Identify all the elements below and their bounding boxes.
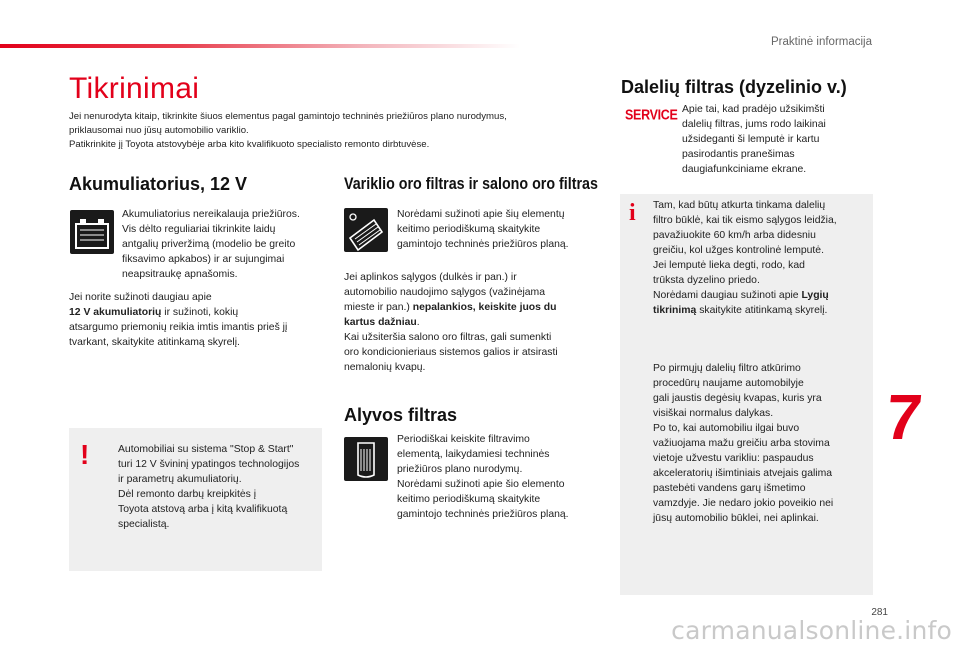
text-line — [344, 315, 558, 330]
air-filters-heading: Variklio oro filtras ir salono oro filtras — [344, 174, 598, 193]
intro-line: priklausomai nuo jūsų automobilio variklio. — [69, 125, 249, 136]
intro-line: Jei nenurodyta kitaip, tikrinkite šiuos elementus pagal gamintojo techninės priežiūros plano nurodymus, — [69, 111, 507, 122]
text-line: Kai užsiteršia salono oro filtras, gali sumenkti — [344, 332, 552, 343]
particle-filter-info-text — [653, 198, 837, 318]
intro-text — [69, 110, 589, 152]
text-line: daugiafunkciniame ekrane. — [682, 164, 807, 175]
warning-exclamation-icon: ! — [80, 439, 90, 470]
text-line: jūsų automobilio būklei, nei aplinkai. — [653, 513, 819, 524]
text-span: . — [416, 317, 420, 328]
text-line — [653, 303, 837, 318]
text-line: Po pirmųjų dalelių filtro atkūrimo — [653, 363, 801, 374]
text-line: trūksta dyzelino priedo. — [653, 275, 760, 286]
text-line — [69, 305, 287, 320]
emphasis-text: kartus dažniau — [344, 317, 417, 328]
text-line: elementą, laikydamiesi techninės — [397, 449, 550, 460]
oil-filter-description — [397, 432, 569, 522]
text-line: automobilio naudojimo sąlygos (važinėjama — [344, 287, 545, 298]
particle-filter-after-text — [653, 361, 833, 526]
text-line: specialistą. — [118, 519, 170, 530]
text-line: neapsitraukę apnašomis. — [122, 269, 238, 280]
text-line: tvarkant, skaitykite atitinkamą skyrelį. — [69, 337, 240, 348]
text-line: oro kondicionieriaus sistemos galios ir atsirasti — [344, 347, 558, 358]
text-line: Akumuliatorius nereikalauja priežiūros. — [122, 209, 300, 220]
text-line: Automobiliai su sistema "Stop & Start" — [118, 444, 294, 455]
text-line: Jei lemputė lieka degti, rodo, kad — [653, 260, 805, 271]
text-line: gali jaustis degėsių kvapas, kuris yra — [653, 393, 822, 404]
text-line: nemalonių kvapų. — [344, 362, 426, 373]
text-line: važiuojama mažu greičiu arba stovima — [653, 438, 830, 449]
text-line: Vis dėlto reguliariai tikrinkite laidų — [122, 224, 276, 235]
battery-heading: Akumuliatorius, 12 V — [69, 174, 248, 194]
text-line: gamintojo techninės priežiūros planą. — [397, 239, 569, 250]
text-line: gamintojo techninės priežiūros planą. — [397, 509, 569, 520]
text-line: procedūrų naujame automobilyje — [653, 378, 804, 389]
text-line: Po to, kai automobiliu ilgai buvo — [653, 423, 800, 434]
text-line: dalelių filtras, jums rodo laikinai — [682, 119, 826, 130]
chapter-number: 7 — [882, 381, 926, 453]
text-line: pasirodantis pranešimas — [682, 149, 795, 160]
text-line: Tam, kad būtų atkurta tinkama dalelių — [653, 200, 826, 211]
text-line: Dėl remonto darbų kreipkitės į — [118, 489, 257, 500]
page-number: 281 — [871, 607, 888, 618]
text-line: pavažiuokite 60 km/h arba didesniu — [653, 230, 816, 241]
section-title: Praktinė informacija — [771, 36, 872, 48]
particle-filter-description — [682, 102, 826, 177]
battery-icon — [70, 210, 114, 254]
air-filters-conditions — [344, 270, 558, 375]
text-line — [344, 300, 558, 315]
text-line: Norėdami sužinoti apie šių elementų — [397, 209, 565, 220]
text-line — [653, 288, 837, 303]
text-span: Norėdami daugiau sužinoti apie — [653, 290, 802, 301]
battery-description — [122, 207, 300, 282]
battery-warning-text — [118, 442, 299, 532]
text-line: priežiūros plano nurodymų. — [397, 464, 523, 475]
text-line: užsideganti ši lemputė ir kartu — [682, 134, 820, 145]
text-line: antgalių priveržimą (modelio be greito — [122, 239, 296, 250]
text-span: mieste ir pan.) — [344, 302, 413, 313]
text-line: akceleratorių išimtiniais atvejais galima — [653, 468, 833, 479]
intro-line: Patikrinkite jį Toyota atstovybėje arba kito kvalifikuoto specialisto remonto dirbtuvėse. — [69, 139, 430, 150]
oil-filter-icon — [344, 437, 388, 481]
text-line: keitimo periodiškumą skaitykite — [397, 494, 541, 505]
air-filter-icon — [344, 208, 388, 252]
text-line: keitimo periodiškumą skaitykite — [397, 224, 541, 235]
header-red-stripe — [0, 44, 520, 48]
emphasis-text: nepalankios, keiskite juos du — [412, 302, 557, 313]
air-filters-description — [397, 207, 569, 252]
text-line: vietoje užvestu varikliu: paspaudus — [653, 453, 814, 464]
text-line: atsargumo priemonių reikia imtis imantis prieš jį — [69, 322, 288, 333]
text-line: Norėdami sužinoti apie šio elemento — [397, 479, 565, 490]
emphasis-text: tikrinimą — [653, 305, 697, 316]
text-line: visiškai normalus dalykas. — [653, 408, 774, 419]
emphasis-text: Lygių — [801, 290, 829, 301]
oil-filter-heading: Alyvos filtras — [344, 405, 458, 425]
text-line: Toyota atstovą arba į kitą kvalifikuotą — [118, 504, 288, 515]
info-icon: i — [629, 200, 636, 226]
text-line: Apie tai, kad pradėjo užsikimšti — [682, 104, 825, 115]
text-span: ir sužinoti, kokių — [161, 307, 239, 318]
text-line: Jei aplinkos sąlygos (dulkės ir pan.) ir — [344, 272, 517, 283]
text-line: Jei norite sužinoti daugiau apie — [69, 292, 212, 303]
battery-more-info — [69, 290, 287, 350]
page-title: Tikrinimai — [69, 72, 200, 105]
watermark: carmanualsonline.info — [671, 616, 952, 645]
text-line: filtro būklė, kai tik eismo sąlygos leidžia, — [653, 215, 837, 226]
text-line: ir parametrų akumuliatorių. — [118, 474, 242, 485]
text-line: fiksavimo apkabos) ir ar sujungimai — [122, 254, 285, 265]
text-line: vamzdyje. Jie nedaro jokio poveikio nei — [653, 498, 834, 509]
text-line: Periodiškai keiskite filtravimo — [397, 434, 530, 445]
text-line: pastebėti vandens garų išmetimo — [653, 483, 806, 494]
particle-filter-heading: Dalelių filtras (dyzelinio v.) — [621, 77, 847, 97]
text-span: skaitykite atitinkamą skyrelį. — [696, 305, 828, 316]
text-line: turi 12 V švininį ypatingos technologijos — [118, 459, 300, 470]
text-line: greičiu, kol užges kontrolinė lemputė. — [653, 245, 824, 256]
battery-link-text: 12 V akumuliatorių — [69, 307, 162, 318]
service-warning-icon: SERVICE — [625, 106, 678, 123]
